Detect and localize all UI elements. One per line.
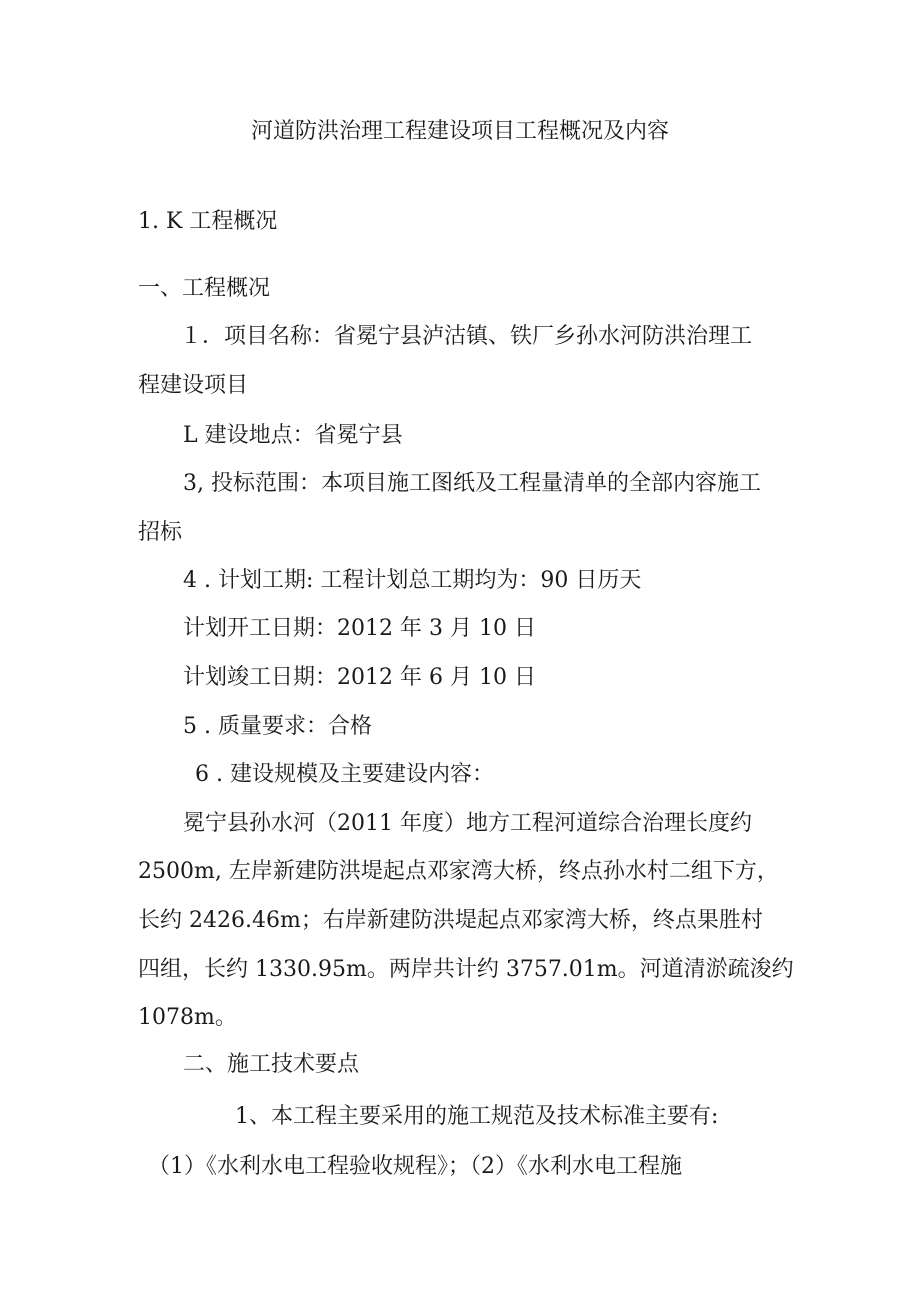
tech-refs: （1）《水利水电工程验收规程》；（2）《水利水电工程施 (148, 1154, 682, 1179)
para-line3: 长约 2426.46m；右岸新建防洪堤起点邓家湾大桥，终点果胜村 (138, 908, 763, 933)
item5-quality: 5 . 质量要求：合格 (183, 714, 372, 739)
part2-heading: 二、施工技术要点 (183, 1052, 360, 1077)
section-heading: 1. K 工程概况 (138, 209, 278, 234)
tech-item1: 1、本工程主要采用的施工规范及技术标准主要有: (235, 1104, 719, 1129)
item1-line2: 程建设项目 (138, 373, 249, 398)
para-line5: 1078m。 (138, 1005, 237, 1030)
item2-location: L 建设地点：省冕宁县 (183, 423, 403, 448)
document-title: 河道防洪治理工程建设项目工程概况及内容 (250, 119, 669, 144)
item6-scale: 6 . 建设规模及主要建设内容： (195, 762, 494, 787)
part1-heading: 一、工程概况 (138, 276, 271, 301)
item1-line1: １．项目名称：省冕宁县泸沽镇、铁厂乡孙水河防洪治理工 (180, 324, 753, 349)
item3-line2: 招标 (138, 520, 183, 545)
para-line2: 2500m, 左岸新建防洪堤起点邓家湾大桥，终点孙水村二组下方， (138, 859, 779, 884)
para-line4: 四组，长约 1330.95m。两岸共计约 3757.01m。河道清淤疏浚约 (138, 957, 794, 982)
start-date: 计划开工日期：2012 年 3 月 10 日 (183, 616, 536, 641)
end-date: 计划竣工日期：2012 年 6 月 10 日 (183, 665, 536, 690)
item4-schedule: 4 . 计划工期: 工程计划总工期均为：90 日历天 (183, 568, 642, 593)
para-line1: 冕宁县孙水河（2011 年度）地方工程河道综合治理长度约 (183, 811, 752, 836)
item3-line1: 3, 投标范围：本项目施工图纸及工程量清单的全部内容施工 (183, 471, 761, 496)
